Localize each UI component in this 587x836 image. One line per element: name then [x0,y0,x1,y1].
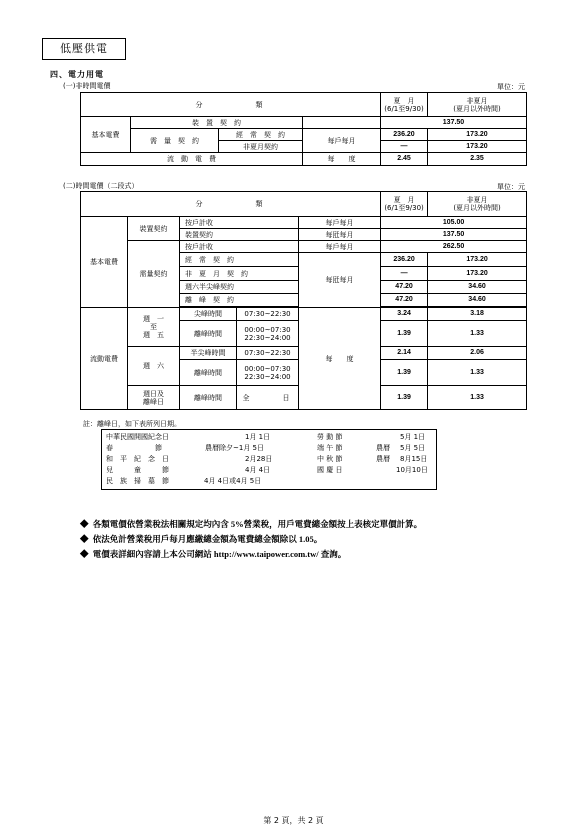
t2-off-nonsummer: 34.60 [428,294,527,307]
t1-summer-header: 夏 月 (6/1至9/30) [381,93,428,117]
t2-off-summer: 47.20 [381,294,428,307]
t2-sat-off-nonsummer: 1.33 [428,360,527,386]
t1-nonsummer-nonsummer: 173.20 [428,141,527,153]
diamond-icon: ◆ [80,534,89,544]
table1 [80,92,527,166]
holiday-right-1-name: 端 午 節 [317,444,343,452]
holiday-table [101,429,437,490]
t2-sat-semi-nonsummer: 2.06 [428,347,527,360]
bullet-3: ◆ 電價表詳細內容請上本公司網站 http://www.taipower.com.tw/ 查詢。 [80,549,347,559]
t1-nonsummer-contract: 非夏月契約 [219,141,303,153]
holiday-left-3-name: 兒 童 節 [106,466,169,474]
t1-regular-summer: 236.20 [381,129,428,141]
t1-basic-fee: 基本電費 [81,117,131,153]
t1-nonsummer-summer: — [381,141,428,153]
t2-peak-range: 07:30~22:30 [237,308,299,321]
t2-category-header: 分 類 [81,192,381,217]
section-heading: 四、電力用電 [50,70,104,79]
holiday-right-2-name: 中 秋 節 [317,455,343,463]
t1-flow-summer: 2.45 [381,153,428,166]
t1-device-value: 137.50 [381,117,527,129]
t2-sat-semi-summer: 2.14 [381,347,428,360]
t2-sunday: 週日及 離峰日 [128,386,180,410]
t1-category-header: 分 類 [81,93,381,117]
holiday-right-0-name: 勞 動 節 [317,433,343,441]
table2 [80,191,527,410]
t2-by-household-value: 105.00 [381,217,527,229]
holiday-right-2-lunar: 農曆 [376,455,390,463]
holiday-left-0-date: 1月 1日 [245,433,271,441]
t2-weekday: 週 一 至 週 五 [128,308,180,347]
t2-by-household: 按戶計收 [180,217,299,229]
holiday-right-1-date: 5月 5日 [400,444,426,452]
t2-per-kw-month: 每瓩每月 [299,253,381,308]
page-title: 低壓供電 [42,38,126,60]
holiday-right-3-name: 國 慶 日 [317,466,343,474]
holiday-left-1-name: 春 節 [106,444,162,452]
table2-heading: (二)時間電價（二段式） [63,182,139,190]
t2-regular-nonsummer: 173.20 [428,253,527,267]
t2-flow-fee: 流動電費 [81,308,128,410]
t2-nonsummer-header: 非夏月 (夏月以外時間) [428,192,527,217]
t2-wd-peak-summer: 3.24 [381,308,428,321]
holiday-right-1-lunar: 農曆 [376,444,390,452]
holiday-left-2-date: 2月28日 [245,455,273,463]
t2-all-day: 全 日 [237,386,299,410]
t2-summer-header: 夏 月 (6/1至9/30) [381,192,428,217]
t2-sat-nonsummer: 34.60 [428,281,527,294]
t1-device-unit-blank [303,117,381,129]
t2-sat-summer: 47.20 [381,281,428,294]
t2-off-range: 00:00~07:30 22:30~24:00 [237,321,299,347]
t2-per-kwh: 每 度 [299,308,381,410]
t2-nonsummer-nonsummer: 173.20 [428,267,527,281]
t1-per-household-month: 每戶每月 [303,129,381,153]
t1-per-kwh: 每 度 [303,153,381,166]
t1-nonsummer-header: 非夏月 (夏月以外時間) [428,93,527,117]
page-footer: 第 2 頁，共 2 頁 [263,816,324,825]
holiday-left-0-name: 中華民國開國紀念日 [106,433,169,441]
offpeak-day-note: 註：離峰日，如下表所列日期。 [83,420,181,428]
t2-demand-contract: 需量契約 [128,241,180,308]
t2-wd-peak-nonsummer: 3.18 [428,308,527,321]
t2-wd-off-summer: 1.39 [381,321,428,347]
table1-heading: (一)非時間電價 [63,82,111,90]
holiday-left-4-name: 民 族 掃 墓 節 [106,477,169,485]
t2-demand-by-household-unit: 每戶每月 [299,241,381,253]
holiday-left-2-name: 和 平 紀 念 日 [106,455,169,463]
t2-sat-off-time: 離峰時間 [180,360,237,386]
diamond-icon: ◆ [80,549,89,559]
t1-flow-fee: 流 動 電 費 [81,153,303,166]
t1-regular-nonsummer: 173.20 [428,129,527,141]
t2-regular-summer: 236.20 [381,253,428,267]
t2-by-household-unit: 每戶每月 [299,217,381,229]
t2-nonsummer-contract: 非 夏 月 契 約 [180,267,299,281]
t2-device-contract: 裝置契約 [128,217,180,241]
holiday-left-1-lunar: 農曆除夕~1月 5日 [205,444,264,452]
t1-flow-nonsummer: 2.35 [428,153,527,166]
holiday-right-0-date: 5月 1日 [400,433,426,441]
t2-saturday-semipeak: 週六半尖峰契約 [180,281,299,294]
bullet-2: ◆ 依法免計營業稅用戶每月應繳總金額為電費總金額除以 1.05。 [80,534,323,544]
t2-sun-summer: 1.39 [381,386,428,410]
t1-regular-contract: 經 常 契 約 [219,129,303,141]
t2-semipeak-range: 07:30~22:30 [237,347,299,360]
t2-device-contract-row: 裝置契約 [180,229,299,241]
t1-demand-contract: 需 量 契 約 [131,129,219,153]
t2-regular: 經 常 契 約 [180,253,299,267]
holiday-left-3-date: 4月 4日 [245,466,271,474]
holiday-right-2-date: 8月15日 [400,455,428,463]
t2-offpeak-contract: 離 峰 契 約 [180,294,299,307]
t2-sun-off-time: 離峰時間 [180,386,237,410]
t2-sat-off-summer: 1.39 [381,360,428,386]
t2-demand-by-household: 按戶計收 [180,241,299,253]
t2-peak-time: 尖峰時間 [180,308,237,321]
t2-sat-off-range: 00:00~07:30 22:30~24:00 [237,360,299,386]
holiday-left-4-date: 4月 4日或4月 5日 [204,477,262,485]
t2-sun-nonsummer: 1.33 [428,386,527,410]
table2-unit: 單位：元 [497,183,525,191]
diamond-icon: ◆ [80,519,89,529]
t2-nonsummer-summer: — [381,267,428,281]
t2-demand-by-household-value: 262.50 [381,241,527,253]
holiday-right-3-date: 10月10日 [396,466,428,474]
t2-offpeak-time: 離峰時間 [180,321,237,347]
t2-wd-off-nonsummer: 1.33 [428,321,527,347]
bullet-1: ◆ 各類電價依營業稅法相關規定均內含 5%營業稅，用戶電費總金額按上表核定單價計算。 [80,519,423,529]
t2-saturday: 週 六 [128,347,180,386]
t2-semipeak-time: 半尖峰時間 [180,347,237,360]
t1-device-contract: 裝 置 契 約 [131,117,303,129]
t2-basic-fee: 基本電費 [81,217,128,308]
t2-device-value: 137.50 [381,229,527,241]
table1-unit: 單位：元 [497,83,525,91]
t2-device-unit: 每瓩每月 [299,229,381,241]
